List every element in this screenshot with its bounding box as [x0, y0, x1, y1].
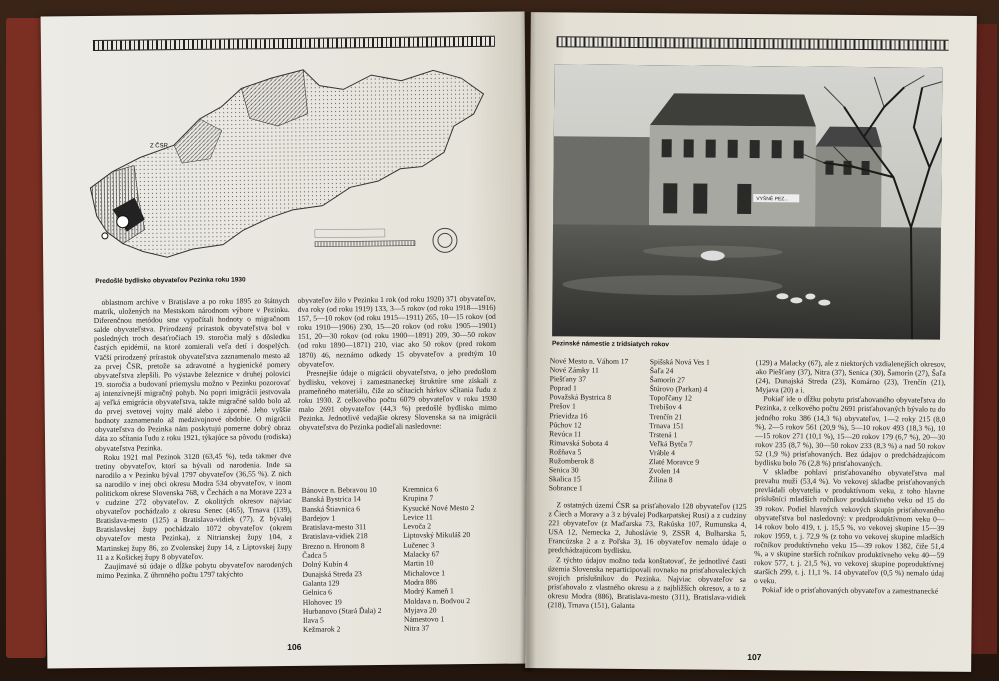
list-item: Bratislava-vidiek 218 — [302, 531, 368, 542]
list-item: Kežmarok 2 — [302, 624, 341, 635]
list-item: Bánovce n. Bebravou 10 — [301, 485, 377, 495]
list-item: Dolný Kubín 4 — [302, 559, 348, 570]
list-item: Ružomberok 8 — [548, 456, 594, 466]
list-item: Levice 11 — [402, 512, 433, 522]
left-page-column-2 — [298, 294, 497, 432]
town-square-photo — [552, 64, 942, 339]
list-item: Bratislava-mesto 311 — [301, 522, 367, 533]
left-page — [41, 11, 532, 668]
list-item: Nitra 37 — [403, 623, 430, 634]
paragraph: Presnejšie údaje o migrácii obyvateľstva, o jeho predošlom bydlisku, vekovej i zamestnaneckej štruktúre sme získali z prameňného materiálu, čiže zo sčítacích hárkov sčítania ľudu z roku 1930. Z celkového počtu 6079 obyvateľov v roku 1930 malo 2691 obyvateľov (44,3 %) predošlé bydlisko mimo Pezinka. Jednotlivé vedajšie okresy Slovenska sa na imigrácii obyvateľstva do Pezinka podieľali nasledovne: — [298, 366, 497, 433]
map-legend-circle-large — [433, 228, 457, 252]
ornament-border-left — [93, 36, 495, 51]
list-item: Banská Bystrica 14 — [301, 494, 361, 505]
list-item: Malacky 67 — [403, 549, 440, 559]
photo-caption: Pezinské námestie z tridsiatych rokov — [551, 340, 670, 349]
list-item: Liptovský Mikuláš 20 — [403, 530, 471, 541]
district-list-b — [649, 357, 750, 485]
paragraph: Pokiaľ ide o prisťahovaných obyvateľov a zamestnanecké — [761, 585, 939, 596]
map-legend-scale — [315, 241, 415, 247]
district-list — [302, 484, 500, 635]
list-item: Brezno n. Hronom 8 — [302, 540, 365, 551]
left-page-column-1 — [94, 296, 293, 580]
list-item: Trebišov 4 — [649, 402, 682, 412]
list-item: Banská Štiavnica 6 — [301, 503, 361, 514]
list-item: Skalica 15 — [548, 474, 581, 484]
ornament-border-right — [557, 36, 949, 50]
list-item: Hlohovec 19 — [302, 596, 342, 607]
right-page — [525, 12, 977, 672]
list-item: Štúrovo (Parkan) 4 — [649, 384, 708, 394]
district-list-a — [549, 356, 650, 493]
page-number-right: 107 — [747, 651, 762, 663]
list-item: Šamorín 27 — [649, 375, 685, 385]
list-item: Spišská Nová Ves 1 — [649, 357, 710, 367]
paragraph: Z ostatných území ČSR sa prisťahovalo 128 obyvateľov (125 z Čiech a Moravy a 3 z bývalej Podkarpatskej Rusi) a z cudziny 221 obyvateľov (z Maďarska 73, Rakúska 107, Rumunska 4, USA 12, Nemecka 2, Juhoslávie 9, ZSSR 4, Bulharska 5, Francúzska 2 a z Poľska 3), 16 obyvateľov nemalo údaje o predchádzajúcom bydlisku. — [548, 500, 747, 556]
list-item: Poprad 1 — [549, 383, 577, 393]
list-item: Zlaté Moravce 9 — [648, 457, 700, 467]
list-item: Veľká Bytča 7 — [649, 438, 693, 449]
paragraph: Pokiaľ ide o dĺžku pobytu prisťahovaného obyvateľstva do Pezinka, z celkového počtu 2691 prisťahovaných bývalo tu do jedného roku 386 (14,3 %) obyvateľov, 1—2 roky 215 (8,0 %), 2—5 rokov 561 (20,9 %), 5—10 rokov 493 (18,3 %), 10—15 rokov 271 (10,1 %), 15—20 rokov 179 (6,7 %), 20—30 rokov 235 (8,7 %), 30—50 rokov 233 (8,3 %) a nad 50 rokov 52 (1,9 %) prisťahovaných. Bez údajov o predchádzajúcom bydlisku bolo 76 (2,8 %) prisťahovaných. — [754, 394, 946, 469]
map-label-zcsr: Z ČSR — [149, 143, 168, 150]
list-item: Gelnica 6 — [302, 587, 333, 598]
list-item: Topoľčany 12 — [649, 393, 692, 403]
shop-sign-text: VYŠNÉ PEZ... — [756, 196, 789, 203]
map-legend-text-block — [315, 229, 385, 238]
list-item: Michalovce 1 — [403, 568, 446, 578]
list-item: Námestovo 1 — [403, 614, 445, 624]
list-item: Čadca 5 — [302, 550, 327, 560]
list-item: Moldava n. Bodvou 2 — [403, 595, 471, 606]
list-item: Nové Zámky 11 — [549, 365, 599, 375]
migration-map — [81, 56, 493, 280]
list-item: Nové Mesto n. Váhom 17 — [549, 356, 629, 366]
page-number-left: 106 — [287, 641, 302, 653]
list-item: Rožňava 5 — [548, 447, 582, 457]
list-item: Martin 10 — [403, 558, 434, 569]
list-item: Vráble 4 — [648, 448, 675, 458]
list-item: Prievidza 16 — [549, 410, 588, 421]
list-item: Sobrance 1 — [548, 483, 583, 493]
list-item: Revúca 11 — [549, 428, 582, 439]
list-item: Dunajská Streda 23 — [302, 568, 362, 579]
list-item: Kremnica 6 — [402, 484, 439, 494]
list-item: Modra 886 — [403, 577, 438, 587]
right-page-column-1 — [548, 500, 747, 611]
map-caption: Predošlé bydlisko obyvateľov Pezinka roku 1930 — [95, 276, 246, 285]
list-item: Zvolen 14 — [648, 466, 680, 476]
list-item: Púchov 12 — [549, 419, 582, 430]
list-item: Hurbanovo (Stará Ďala) 2 — [302, 605, 382, 616]
right-page-column-2 — [754, 358, 946, 596]
list-item: Levoča 2 — [402, 521, 432, 531]
list-item: Bardejov 1 — [301, 513, 336, 523]
paragraph: oblastnom archíve v Bratislave a po roku 1895 zo štátnych matrík, uložených na Mestskom národnom výbore v Pezinku. Diferenčnou metódou sme vypočítali hodnoty o migračnom salde obyvateľstva. Prirodzený prírastok obyvateľstva bol v posledných troch desaťročiach 19. storočia malý s dôsledku častých epidémií, na ktoré zomierali veľa detí i dospelých. Väčší prirodzený prírastok obyvateľstva zaznamenalo mesto až za prvej ČSR, pretože sa zdravotné a hygienické pomery obyvateľstva zlepšili. Po výstavbe železnice v druhej polovici 19. storočia a budovaní priemyslu možno v Pezinku pozorovať aj intenzívnejší migračný pohyb. No popri imigrácii jestvovala aj veľká emigrácia obyvateľstva, takže migračné saldo bolo až do prvej svetovej vojny malé alebo i záporné. Jeho vyššie hodnoty zaznamenalo až medzivojnové obdobie. O migrácii obyvateľstva do Pezinka nám poskytujú pomerne dobrý obraz dáta zo sčítania ľudu z roku 1921, týkajúce sa pôvodu (rodiska) obyvateľstva Pezinka. — [93, 295, 292, 453]
list-item: Rimavská Sobota 4 — [549, 438, 609, 448]
list-item: Piešťany 37 — [549, 374, 587, 384]
book-cover-left — [6, 18, 46, 658]
list-item: Trnava 151 — [649, 420, 684, 431]
paragraph: obyvateľov žilo v Pezinku 1 rok (od roku 1920) 371 obyvateľov, dva roky (od roku 1919) 133, 3—5 rokov (od roku 1918—1916) 157, 5—10 rokov (od roku 1915—1911) 265, 10—15 rokov (od roku 1910—1906) 230, 15—20 rokov (od roku 1905—1901) 151, 20—30 rokov (od roku 1900—1891) 209, 30—50 rokov (od roku 1890—1871) 210, viac ako 50 rokov (pred rokom 1870) 46, neznámo odkedy 15 obyvateľov a predtým 10 obyvateľov. — [297, 293, 497, 369]
list-item: Trstená 1 — [649, 429, 678, 440]
list-item: Senica 30 — [548, 465, 579, 475]
list-item: Ilava 5 — [302, 615, 324, 625]
paragraph: V skladbe pohlaví prisťahovaného obyvateľstva mal prevahu muži (53,4 %). Vo vekovej skladbe prisťahovaných prevládali obyvatelia v produktívnom veku, z toho hlavne príslušníci mladších ročníkov produktívneho veku od 15 do 39 rokov. Podiel hlavných vekových skupín prisťahovaného obyvateľstva bol nasledovný: v predproduktívnom veku 0—14 rokov bolo 419, t. j. 15,5 %, vo vekovej skupine 15—39 rokov 1959, t. j. 72,9 % (z toho vo vekovej skupine mladších ročníkov produktívneho veku 15—39 rokov 1382, čiže 51,4 %, a v skupine starších ročníkov produktívneho veku 40—59 rokov 577, t. j. 21,5 %), vo vekovej skupine poproduktívnej starších 299, t. j. 11,1 %. 14 obyvateľov (0,5 %) nemalo údaj o veku. — [753, 467, 945, 586]
paragraph: Z týchto údajov možno teda konštatovať, že jednotlivé časti územia Slovenska neparticipovali rovnako na prisťahovaleckých svojich príslušníkov do Pezinka. Najviac obyvateľov sa prisťahovalo z vlastného okresu a z najbližších okresov, a to z okresu Modra (886), Bratislava-mesto (311), Bratislava-vidiek (218), Trnava (151), Galanta — [547, 554, 747, 611]
list-item: Šaľa 24 — [649, 366, 674, 376]
list-item: Galanta 129 — [302, 578, 340, 588]
list-item: Prešov 1 — [549, 401, 576, 411]
paragraph: Roku 1921 mal Pezinok 3120 (63,45 %), teda takmer dve tretiny obyvateľov, ktorí sa bývali od narodenia. Inde sa narodilo a v Pezinku býval 1797 obyvateľov (36,55 %). Z nich sa narodilo v inej obci okresu Modra 534 obyvateľov, v inom politickom okrese Slovenska 768, v Čechách a na Morave 223 a v cudzine 272 obyvateľov. Z okolitých okresov najviac obyvateľov pochádzalo z okresu Senec (465), Trnava (139), Bratislava-mesto (125) a Bratislava-vidiek (77). Z bývalej Bratislavskej župy pochádzalo 1072 obyvateľov (okrem obyvateľov mesta Pezinka), z Nitrianskej župy 104, z Martinskej župy 86, zo Zvolenskej župy 14, z Liptovskej župy 11 a z Košickej župy 8 obyvateľov. — [95, 450, 293, 562]
list-item: Trenčín 21 — [649, 411, 683, 421]
list-item: Považská Bystrica 8 — [549, 392, 612, 403]
paragraph: Zaujímavé sú údaje o dĺžke pobytu obyvateľov narodených mimo Pezinka. Z úhrnného počtu 1797 takýchto — [96, 559, 293, 580]
photo-image — [552, 64, 942, 339]
list-item: Modrý Kameň 1 — [403, 586, 454, 597]
book-gutter — [520, 12, 536, 672]
paragraph: (129) a Malacky (67), ale z niektorých vzdialenejších okresov, ako Piešťany (37), Nitra (37), Senica (30), Šamorín (27), Šaľa (24), Dunajská Streda (23), Komárno (23), Trenčín (21), Myjava (20) a i. — [755, 358, 946, 395]
list-item: Kysucké Nové Mesto 2 — [402, 502, 475, 513]
list-item: Lučenec 3 — [403, 540, 435, 550]
list-item: Krupina 7 — [402, 493, 434, 504]
map-legend-circle-small — [438, 233, 452, 247]
list-item: Žilina 8 — [648, 475, 673, 485]
list-item: Myjava 20 — [403, 605, 437, 615]
